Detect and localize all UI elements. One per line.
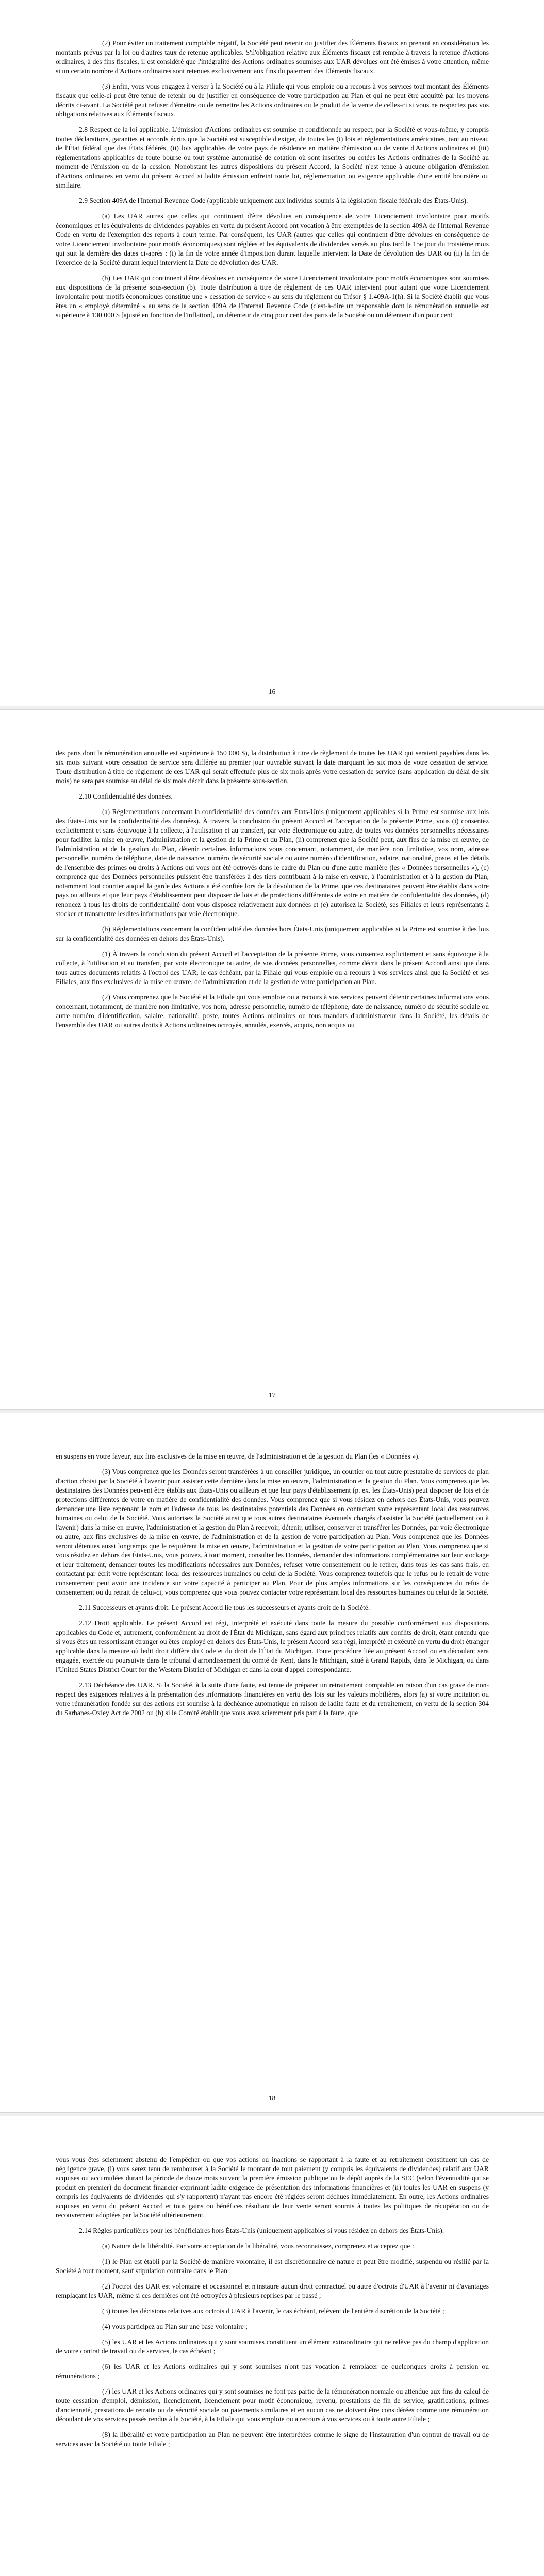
section-2-8: 2.8 Respect de la loi applicable. L'émission d'Actions ordinaires est soumise et conditionnée au respect, par la Société et vous-même, y compris toutes déclarations, garanties et accords écrits que la Société est susceptible d'exiger, de toutes les (i) lois et réglementations américaines, tant au niveau de l'État fédéral que des États fédérés, (ii) lois applicables de votre pays de résidence en matière d'émission ou de vente d'Actions ordinaires et (iii) réglementations applicables de toute bourse ou tout système automatisé de cotation où sont inscrites ou cotées les Actions ordinaires de la Société au moment de l'émission ou de la cession. Nonobstant les autres dispositions du présent Accord, la Société n'est tenue à aucune obligation d'émission d'Actions ordinaires en vertu du présent Accord si ladite émission enfreint toute loi, réglementation ou exigence applicable d'une entité boursière ou similaire.: [56, 126, 489, 189]
paragraph: (3) Vous comprenez que les Données seront transférées à un conseiller juridique, un courtier ou tout autre prestataire de services de plan d'action choisi par la Société à l'avenir pour assister cette dernière dans la mise en œuvre, l'administration et la gestion du Plan. Vous comprenez que les destinataires des Données peuvent être établis aux États-Unis ou ailleurs et que leur pays d'établissement (p. ex. les États-Unis) peut disposer de lois et de protections différentes de votre en matière de confidentialité des données. Vous comprenez que si vous résidez en dehors des États-Unis, vous pouvez demander une liste reprenant le nom et l'adresse de tous les destinataires potentiels des Données en contactant votre représentant local des ressources humaines ou celui de la Société. Vous autorisez la Société ainsi que tous autres destinataires éventuels chargés d'assister la Société (actuellement ou à l'avenir) dans la mise en œuvre, l'administration et la gestion du Plan à recevoir, détenir, utiliser, conserver et transférer les Données, par voie électronique ou autre, aux fins exclusives de la mise en œuvre, de l'administration et de la gestion de votre participation au Plan. Vous comprenez que les Données seront détenues aussi longtemps que le requièrent la mise en œuvre, l'administration et la gestion de votre participation au Plan. Vous comprenez que si vous résidez en dehors des États-Unis, vous pouvez, à tout moment, consulter les Données, demander des informations complémentaires sur leur stockage et leur traitement, demander toutes les modifications nécessaires aux Données, refuser votre consentement ou le retirer, dans tous les cas sans frais, en contactant par écrit votre représentant local des ressources humaines ou celui de la Société. Vous comprenez toutefois que le refus ou le retrait de votre consentement peut avoir une incidence sur votre capacité à participer au Plan. Pour de plus amples informations sur les conséquences du refus de consentement ou du retrait de celui-ci, vous comprenez que vous pouvez contacter votre représentant local des ressources humaines ou celui de la Société.: [56, 1468, 489, 1596]
list-item: (1) le Plan est établi par la Société de manière volontaire, il est discrétionnaire de nature et peut être modifié, suspendu ou résilié par la Société à tout moment, sauf stipulation contraire dans le Plan ;: [56, 2258, 489, 2275]
page-separator: [0, 2112, 544, 2116]
page-17: [0, 710, 544, 1409]
paragraph: vous vous êtes sciemment abstenu de l'empêcher ou que vos actions ou inactions se rapportant à la faute et au retraitement constituent un cas de négligence grave, (i) vous serez tenu de rembourser à la Société le montant de tout paiement (y compris les équivalents de dividendes) relatif aux UAR acquises ou accumulées durant la période de douze mois suivant la première émission publique ou le dépôt auprès de la SEC (selon l'éventualité qui se produit en premier) du document financier exprimant ladite exigence de présentation des informations financières et (ii) toutes les UAR en suspens (y compris les équivalents de dividendes qui s'y rapportent) n'ayant pas encore été réglées seront déchues immédiatement. En outre, les Actions ordinaires acquises en vertu du présent Accord et tous gains ou bénéfices résultant de leur vente seront soumis à toutes les politiques de récupération ou de recouvrement adoptées par la Société ultérieurement.: [56, 2156, 489, 2219]
paragraph: en suspens en votre faveur, aux fins exclusives de la mise en œuvre, de l'administration et de la gestion du Plan (les « Données »).: [56, 1452, 420, 1460]
page-separator: [0, 706, 544, 710]
paragraph: (1) À travers la conclusion du présent Accord et l'acceptation de la présente Prime, vous consentez explicitement et sans équivoque à la collecte, à l'utilisation et au transfert, par voie électronique ou autre, de vos données personnelles, comme décrit dans le présent Accord ainsi que dans tous autres documents relatifs à l'octroi des UAR, le cas échéant, par la Filiale qui vous emploie ou a recours à vos services ainsi que la Société et ses Filiales, aux fins exclusives de la mise en œuvre, de l'administration et de la gestion de votre participation au Plan.: [56, 950, 489, 986]
page-19: [0, 2116, 544, 2576]
section-2-11: 2.11 Successeurs et ayants droit. Le présent Accord lie tous les successeurs et ayants droit de la Société.: [79, 1604, 370, 1612]
section-2-12: 2.12 Droit applicable. Le présent Accord est régi, interprété et exécuté dans toute la mesure du possible conformément aux dispositions applicables du Code et, autrement, conformément au droit de l'État du Michigan, sans égard aux principes relatifs aux conflits de droit, étant entendu que si vous êtes un ressortissant étranger ou êtes employé en dehors des États-Unis, le présent Accord sera régi, interprété et exécuté en vertu du droit étranger applicable dans la mesure où ledit droit diffère du Code et du droit de l'État du Michigan. Toute procédure liée au présent Accord ou en découlant sera engagée, exercée ou poursuivie dans le tribunal d'arrondissement du comté de Kent, dans le Michigan, situé à Grand Rapids, dans le Michigan, ou dans l'United States District Court for the Western District of Michigan et dans la cour d'appel correspondante.: [56, 1619, 489, 1673]
paragraph: (2) Pour éviter un traitement comptable négatif, la Société peut retenir ou justifier des Éléments fiscaux en prenant en considération les montants prévus par la loi ou d'autres taux de retenue applicables. S'il'obligation relative aux Éléments fiscaux est remplie à travers la retenue d'Actions ordinaires, à des fins fiscales, il est considéré que l'intégralité des Actions ordinaires soumises aux UAR dévolues ont été émises à votre attention, même si un certain nombre d'Actions ordinaires sont retenues exclusivement aux fins du paiement des Éléments fiscaux.: [56, 39, 489, 75]
page-number: 16: [268, 688, 276, 696]
page-16-content: [56, 39, 489, 326]
paragraph: (2) Vous comprenez que la Société et la Filiale qui vous emploie ou a recours à vos services peuvent détenir certaines informations vous concernant, notamment, de manière non limitative, vos nom, adresse personnelle, numéro de téléphone, date de naissance, numéro de sécurité sociale ou autre numéro d'identification, salaire, nationalité, poste, toutes Actions ordinaires ou tous mandats d'administrateur dans la Société, les détails de l'ensemble des UAR ou autres droits à Actions ordinaires octroyés, annulés, exercés, acquis, non acquis ou: [56, 993, 489, 1029]
list-item: (6) les UAR et les Actions ordinaires qui y sont soumises n'ont pas vocation à remplacer de quelconques droits à pension ou rémunérations ;: [56, 2363, 489, 2380]
page-number: 17: [268, 1391, 276, 1399]
list-item: (3) toutes les décisions relatives aux octrois d'UAR à l'avenir, le cas échéant, relèvent de l'entière discrétion de la Société ;: [102, 2307, 444, 2315]
paragraph: (a) Réglementations concernant la confidentialité des données aux États-Unis (uniquement applicables si la Prime est soumise aux lois des États-Unis sur la confidentialité des données). À travers la conclusion du présent Accord et l'acceptation de la présente Prime, vous (i) consentez explicitement et sans équivoque à la collecte, à l'utilisation et au transfert, par voie électronique ou autre, de toutes vos données personnelles nécessaires pour faciliter la mise en œuvre, l'administration et la gestion de la Prime et du Plan, (ii) comprenez que la Société peut, aux fins de la mise en œuvre, de l'administration et de la gestion du Plan, détenir certaines informations vous concernant, notamment, de manière non limitative, vos nom, adresse personnelle, numéro de téléphone, date de naissance, numéro de sécurité sociale ou autre numéro d'identification, salaire, nationalité, poste, et les détails de l'ensemble des primes ou droits à Actions qui vous ont été octroyés dans le cadre du Plan ou d'une autre manière (les « Données personnelles »), (c) comprenez que des Données personnelles puissent être transférées à des tiers contribuant à la mise en œuvre, à l'administration et à la gestion du Plan, notamment tout courtier auquel la garde des Actions a été confiée lors de la dévolution de la Prime, que ces destinataires peuvent être établis dans votre pays ou ailleurs et que leur pays d'établissement peut disposer de lois et de protections différentes de votre en matière de confidentialité des données, (d) renoncez à tous les droits de confidentialité dont vous disposez relativement aux données et (e) autorisez la Société, ses Filiales et leurs représentants à stocker et transmettre lesdites informations par voie électronique.: [56, 808, 489, 918]
paragraph: (a) Nature de la libéralité. Par votre acceptation de la libéralité, vous reconnaissez, comprenez et acceptez que :: [102, 2242, 414, 2250]
section-2-13: 2.13 Déchéance des UAR. Si la Société, à la suite d'une faute, est tenue de préparer un retraitement comptable en raison d'un cas grave de non-respect des exigences relatives à la présentation des informations financières en vertu des lois sur les valeurs mobilières, alors (a) si votre incitation ou votre rémunération fondée sur des actions est soumise à la déchéance automatique en raison de ladite faute et du retraitement, en vertu de la section 304 du Sarbanes-Oxley Act de 2002 ou (b) si le Comité établit que vous avez sciemment pris part à la faute, que: [56, 1681, 489, 1717]
paragraph: (b) Les UAR qui continuent d'être dévolues en conséquence de votre Licenciement involontaire pour motifs économiques sont soumises aux dispositions de la présente sous-section (b). Toute distribution à titre de règlement de ces UAR intervient pour autant que votre Licenciement involontaire pour motifs économiques constitue une « cessation de service » au sens du règlement du Trésor § 1.409A-1(h). Si la Société établit que vous êtes un « employé déterminé » au sens de la section 409A de l'Internal Revenue Code (c'est-à-dire un responsable dont la rémunération annuelle est supérieure à 130 000 $ [ajusté en fonction de l'inflation], un détenteur de cinq pour cent des parts de la Société ou un détenteur d'un pour cent: [56, 274, 489, 319]
paragraph: (b) Réglementations concernant la confidentialité des données hors États-Unis (uniquement applicables si la Prime est soumise à des lois sur la confidentialité des données en dehors des États-Unis).: [56, 925, 489, 942]
paragraph: (3) Enfin, vous vous engagez à verser à la Société ou à la Filiale qui vous emploie ou a recours à vos services tout montant des Éléments fiscaux que celle-ci peut être tenue de retenir ou de justifier en conséquence de votre participation au Plan et qui ne peut être acquitté par les moyens décrits ci-avant. La Société peut refuser d'émettre ou de remettre les Actions ordinaires ou le produit de la vente de celles-ci si vous ne respectez pas vos obligations relatives aux Éléments fiscaux.: [56, 82, 489, 118]
section-2-14-heading: 2.14 Règles particulières pour les bénéficiaires hors États-Unis (uniquement applicables si vous résidez en dehors des États-Unis).: [79, 2227, 444, 2234]
list-item: (2) l'octroi des UAR est volontaire et occasionnel et n'instaure aucun droit contractuel ou autre d'octrois d'UAR à l'avenir ni d'avantages remplaçant les UAR, même si ces dernières ont été octroyées à plusieurs reprises par le passé ;: [56, 2282, 489, 2299]
page-18-content: [56, 1452, 489, 1724]
page-16: [0, 0, 544, 706]
section-2-10-heading: 2.10 Confidentialité des données.: [79, 792, 173, 800]
page-separator: [0, 1409, 544, 1413]
list-item: (4) vous participez au Plan sur une base volontaire ;: [102, 2323, 248, 2330]
page-18: [0, 1413, 544, 2112]
paragraph: des parts dont la rémunération annuelle est supérieure à 150 000 $), la distribution à titre de règlement de toutes les UAR qui seraient payables dans les six mois suivant votre cessation de service sera différée au premier jour ouvrable suivant la date marquant les six mois de votre cessation de service. Toute distribution à titre de règlement de ces UAR qui serait effectuée plus de six mois après votre cessation de service (sans application du délai de six mois) ne sera pas soumise au délai de six mois décrit dans la présente sous-section.: [56, 749, 489, 785]
list-item: (7) les UAR et les Actions ordinaires qui y sont soumises ne font pas partie de la rémunération normale ou attendue aux fins du calcul de toute cessation d'emploi, démission, licenciement, licenciement pour motif économique, revenu, prestations de fin de service, gratifications, primes d'ancienneté, prestations de retraite ou de sécurité sociale ou paiements similaires et en aucun cas ne doivent être considérées comme une rémunération découlant de vos services passés rendus à la Société, à la Filiale qui vous emploie ou a recours à vos services ou à toute autre Filiale ;: [56, 2387, 489, 2423]
page-number: 18: [268, 2094, 276, 2102]
paragraph: (a) Les UAR autres que celles qui continuent d'être dévolues en conséquence de votre Licenciement involontaire pour motifs économiques et les équivalents de dividendes payables en vertu du présent Accord ont vocation à être exemptées de la section 409A de l'Internal Revenue Code en vertu de l'exemption des reports à court terme. Par conséquent, les UAR (autres que celles qui continuent d'être dévolues en conséquence de votre Licenciement involontaire pour motifs économiques) sont réglées et les équivalents de dividendes versés au plus tard le 15e jour du troisième mois qui suit la dernière des dates ci-après : (i) la fin de votre année d'imposition durant laquelle intervient la Date de dévolution des UAR ou (ii) la fin de l'exercice de la Société durant lequel intervient la Date de dévolution des UAR.: [56, 212, 489, 266]
page-19-content: [56, 2155, 489, 2455]
section-2-9-heading: 2.9 Section 409A de l'Internal Revenue Code (applicable uniquement aux individus soumis à la législation fiscale fédérale des États-Unis).: [79, 197, 468, 205]
list-item: (8) la libéralité et votre participation au Plan ne peuvent être interprétées comme le signe de l'instauration d'un contrat de travail ou de services avec la Société ou toute Filiale ;: [56, 2431, 489, 2448]
list-item: (5) les UAR et les Actions ordinaires qui y sont soumises constituent un élément extraordinaire qui ne relève pas du champ d'application de votre contrat de travail ou de services, le cas échéant ;: [56, 2338, 489, 2355]
page-17-content: [56, 749, 489, 1036]
